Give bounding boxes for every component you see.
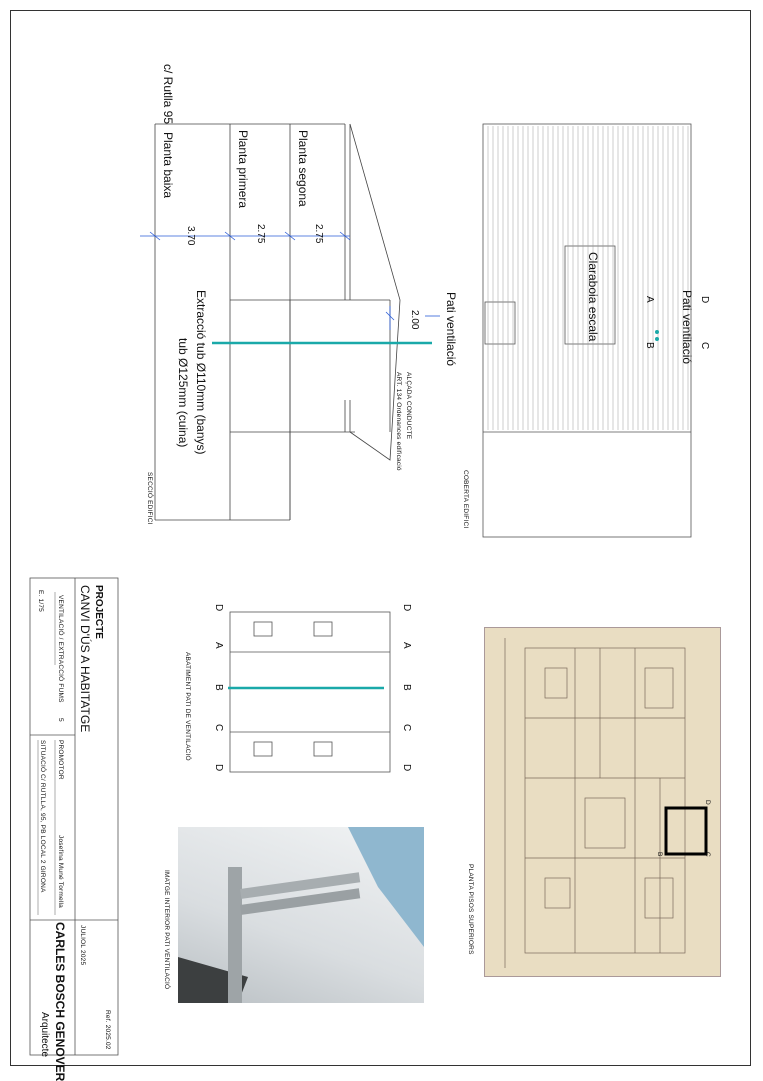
floor-label-segona: Planta segona (296, 130, 310, 207)
plan-highlight-box (666, 808, 706, 854)
elev-bot-d2: D (213, 764, 224, 772)
architect-role: Arquitecte (39, 1012, 50, 1058)
elev-bot-b: B (213, 684, 224, 691)
plan-letter-d: D (704, 800, 711, 805)
roof-pati-label: Pati ventilació (680, 290, 694, 365)
elev-top-a: A (401, 642, 412, 649)
photo-caption: IMATGE INTERIOR PATI VENTILACIÓ (163, 870, 170, 990)
street-label: c/ Rutlla 95 (161, 64, 175, 125)
section-pati-label: Pati ventilació (444, 292, 458, 367)
promotor-label: PROMOTOR (57, 740, 64, 780)
height-segona: 2.75 (313, 224, 324, 244)
interior-photo (178, 827, 424, 1003)
floor-label-baixa: Planta baixa (161, 132, 175, 199)
projecte-label: PROJECTE (93, 585, 104, 639)
elevation-drawing (230, 612, 390, 772)
pati-height: 2.00 (409, 310, 420, 330)
photo-content (178, 827, 424, 1003)
elevation-caption: ABATIMENT PATI DE VENTILACIÓ (184, 652, 191, 761)
elev-top-d1: D (401, 604, 412, 612)
roof-letter-d: D (699, 296, 710, 304)
elev-bot-c: C (213, 724, 224, 732)
scale: E. 1/75 (37, 590, 44, 612)
floor-plan-image (484, 627, 721, 977)
roof-accent-dots (655, 330, 661, 344)
drawing-title: VENTILACIÓ / EXTRACCIÓ FUMS (57, 595, 64, 703)
height-primera: 2.75 (255, 224, 266, 244)
note-line-2: ART. 134 Ordenances edificació (395, 372, 402, 471)
section-drawing (155, 124, 400, 520)
promotor-name: Josefina Muné Tormella (57, 835, 64, 908)
plan-letter-b: B (656, 852, 663, 857)
elev-bot-a: A (213, 642, 224, 649)
tube-label-2: tub Ø125mm (cuina) (176, 338, 190, 448)
situacio-value: C/ RUTLLA, 95, PB LOCAL 2 GIRONA (39, 774, 46, 893)
elev-bot-d1: D (213, 604, 224, 612)
roof-letter-a: A (644, 296, 655, 303)
note-line-1: ALÇADA CONDUCTE (405, 372, 412, 440)
skylight-label: Claraboia escala (586, 252, 600, 342)
elev-top-d2: D (401, 764, 412, 772)
sheet-number: 5 (57, 718, 64, 722)
elev-top-c: C (401, 724, 412, 732)
floor-plan-lines (485, 628, 720, 976)
section-caption: SECCIÓ EDIFICI (146, 472, 153, 525)
plan-caption: PLANTA PISOS SUPERIORS (467, 864, 474, 955)
roof-letter-c: C (699, 342, 710, 350)
situacio-label: SITUACIÓ (39, 740, 46, 773)
roof-letter-b: B (644, 342, 655, 349)
date: JULIOL 2025 (79, 925, 86, 966)
architect-name: CARLES BOSCH GENOVER (53, 922, 67, 1081)
reference: Ref. 2025.02 (104, 1010, 111, 1050)
project-title: CANVI D'ÚS A HABITATGE (78, 585, 92, 733)
tube-label-1: Extracció tub Ø110mm (banys) (194, 290, 208, 455)
height-baixa: 3.70 (185, 226, 196, 246)
plan-letter-c: C (704, 852, 711, 857)
roof-caption: COBERTA EDIFICI (462, 470, 469, 529)
floor-label-primera: Planta primera (236, 130, 250, 209)
elev-top-b: B (401, 684, 412, 691)
